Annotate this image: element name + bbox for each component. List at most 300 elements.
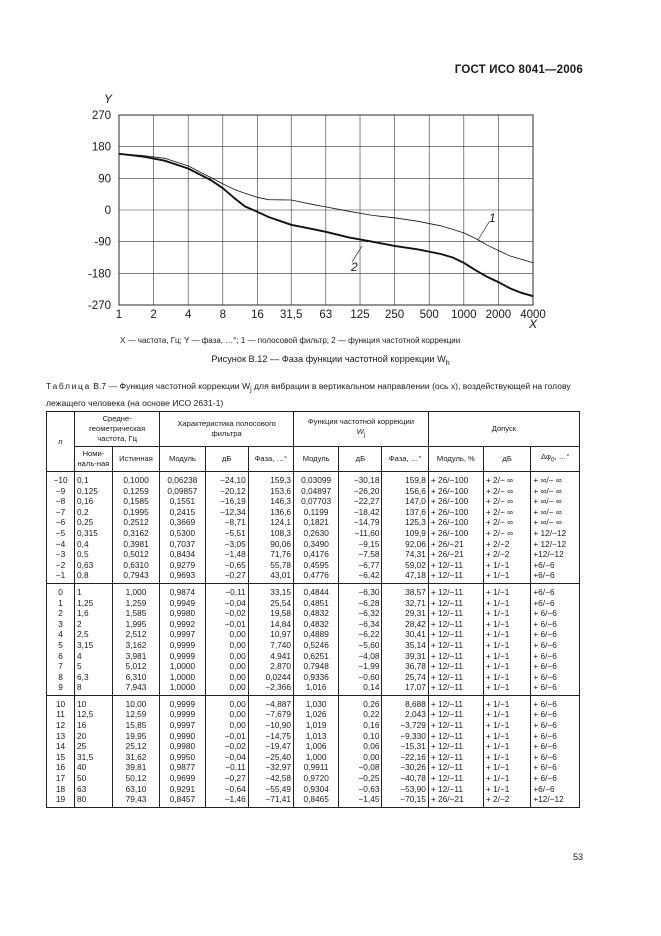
cell-weight-phase: 17,07	[382, 682, 428, 695]
cell-weight-modulus: 0,4832	[294, 608, 339, 619]
x-tick-label: 250	[385, 309, 405, 321]
cell-n: −2	[47, 560, 75, 571]
cell-nominal: 0,8	[75, 570, 113, 583]
cell-band-phase: 0,0244	[248, 672, 293, 683]
cell-tol-phase: + 6/−6	[531, 709, 580, 720]
cell-band-modulus: 0,9999	[160, 640, 205, 651]
cell-n: 5	[47, 640, 75, 651]
cell-n: −6	[47, 517, 75, 528]
cell-weight-phase: 38,57	[382, 583, 428, 597]
cell-band-phase: 10,97	[248, 629, 293, 640]
cell-tol-db: + 2/− ∞	[483, 472, 530, 486]
table-row	[47, 507, 580, 518]
cell-n: −4	[47, 539, 75, 550]
cell-n: 13	[47, 731, 75, 742]
cell-weight-db: −5,60	[339, 640, 382, 651]
cell-n: −1	[47, 570, 75, 583]
cell-weight-modulus: 0,3490	[294, 539, 339, 550]
x-tick-labels	[116, 309, 546, 321]
cell-band-modulus: 0,8457	[160, 794, 205, 807]
cell-weight-phase: 156,6	[382, 486, 428, 497]
cell-tol-phase: + 6/−6	[531, 731, 580, 742]
cell-tol-phase: + 6/−6	[531, 672, 580, 683]
header-weight-phase: Фаза, …°	[382, 447, 428, 472]
cell-weight-modulus: 1,016	[294, 682, 339, 695]
cell-weight-db: −26,20	[339, 486, 382, 497]
cell-weight-modulus: 1,000	[294, 752, 339, 763]
cell-tol-phase: + ∞/− ∞	[531, 517, 580, 528]
cell-nominal: 8	[75, 682, 113, 695]
cell-weight-db: −6,28	[339, 598, 382, 609]
cell-n: −7	[47, 507, 75, 518]
cell-true: 0,7943	[112, 570, 159, 583]
figure-caption-text: Рисунок В.12 — Фаза функции частотной коррекции W	[211, 354, 446, 364]
cell-weight-db: −9,15	[339, 539, 382, 550]
cell-weight-phase: 159,8	[382, 472, 428, 486]
cell-band-db: −0,27	[205, 773, 248, 784]
y-tick-label: 0	[104, 205, 111, 217]
cell-weight-modulus: 0,2630	[294, 528, 339, 539]
cell-band-modulus: 0,9980	[160, 741, 205, 752]
cell-weight-db: −6,30	[339, 583, 382, 597]
cell-band-phase: −25,40	[248, 752, 293, 763]
cell-weight-phase: 8,688	[382, 695, 428, 709]
table-title-tail: для вибрации в вертикальном направлении (ось x), воздействующей на голову лежащего человека (на основе ИСО 2631-1)	[46, 381, 571, 408]
cell-weight-db: −6,32	[339, 608, 382, 619]
cell-band-db: −8,71	[205, 517, 248, 528]
cell-band-modulus: 0,9980	[160, 608, 205, 619]
cell-band-modulus: 0,9950	[160, 752, 205, 763]
cell-tol-db: + 1/−1	[483, 695, 530, 709]
cell-tol-modulus: + 26/−100	[428, 472, 483, 486]
cell-nominal: 0,1	[75, 472, 113, 486]
cell-tol-db: + 1/−1	[483, 661, 530, 672]
cell-weight-phase: 74,31	[382, 549, 428, 560]
cell-band-modulus: 0,9291	[160, 784, 205, 795]
cell-weight-phase: −15,31	[382, 741, 428, 752]
cell-band-db: 0,00	[205, 695, 248, 709]
cell-band-db: 0,00	[205, 629, 248, 640]
cell-tol-db: + 1/−1	[483, 619, 530, 630]
cell-weight-db: −0,63	[339, 784, 382, 795]
cell-weight-modulus: 0,9336	[294, 672, 339, 683]
cell-weight-db: 0,10	[339, 731, 382, 742]
cell-n: −8	[47, 496, 75, 507]
header-weight-db: дБ	[339, 447, 382, 472]
table-row	[47, 651, 580, 662]
cell-n: 15	[47, 752, 75, 763]
table-title	[46, 380, 586, 410]
cell-true: 3,162	[112, 640, 159, 651]
cell-weight-db: 0,16	[339, 720, 382, 731]
cell-band-phase: 33,15	[248, 583, 293, 597]
cell-nominal: 0,25	[75, 517, 113, 528]
cell-true: 63,10	[112, 784, 159, 795]
cell-tol-db: + 1/−1	[483, 720, 530, 731]
cell-true: 39,81	[112, 762, 159, 773]
cell-weight-modulus: 0,5246	[294, 640, 339, 651]
cell-weight-modulus: 0,9304	[294, 784, 339, 795]
cell-weight-phase: 29,31	[382, 608, 428, 619]
cell-weight-phase: −70,15	[382, 794, 428, 807]
x-tick-label: 4	[184, 309, 192, 321]
cell-band-db: −0,01	[205, 619, 248, 630]
cell-band-phase: 108,3	[248, 528, 293, 539]
cell-band-db: 0,00	[205, 682, 248, 695]
cell-tol-modulus: + 12/−11	[428, 682, 483, 695]
x-tick-label: 500	[419, 309, 439, 321]
cell-tol-db: + 1/−1	[483, 560, 530, 571]
cell-weight-phase: 137,6	[382, 507, 428, 518]
cell-weight-db: −0,08	[339, 762, 382, 773]
cell-band-db: −0,02	[205, 741, 248, 752]
cell-nominal: 31,5	[75, 752, 113, 763]
cell-tol-modulus: + 26/−100	[428, 507, 483, 518]
cell-tol-modulus: + 12/−11	[428, 608, 483, 619]
cell-tol-modulus: + 12/−11	[428, 741, 483, 752]
cell-weight-phase: 2,043	[382, 709, 428, 720]
cell-true: 15,85	[112, 720, 159, 731]
x-tick-label: 2	[150, 309, 157, 321]
cell-tol-db: + 1/−1	[483, 608, 530, 619]
header-weight-modulus: Модуль	[294, 447, 339, 472]
cell-tol-phase: +6/−6	[531, 560, 580, 571]
cell-weight-modulus: 0,4176	[294, 549, 339, 560]
cell-true: 50,12	[112, 773, 159, 784]
cell-n: 16	[47, 762, 75, 773]
cell-tol-modulus: + 12/−11	[428, 598, 483, 609]
cell-band-modulus: 1,0000	[160, 672, 205, 683]
cell-true: 0,2512	[112, 517, 159, 528]
cell-band-modulus: 0,9997	[160, 720, 205, 731]
cell-true: 0,1259	[112, 486, 159, 497]
cell-band-db: −5,51	[205, 528, 248, 539]
cell-tol-modulus: + 26/−21	[428, 549, 483, 560]
cell-n: −5	[47, 528, 75, 539]
cell-true: 1,000	[112, 583, 159, 597]
header-band-modulus: Модуль	[160, 447, 205, 472]
header-weighting: Функция частотной коррекции $W_j$	[294, 412, 429, 447]
table-group-3	[47, 695, 580, 807]
cell-band-phase: 124,1	[248, 517, 293, 528]
cell-band-phase: 146,3	[248, 496, 293, 507]
figure-caption-sub: h	[445, 359, 450, 367]
cell-band-modulus: 0,9992	[160, 619, 205, 630]
y-axis-label: Y	[103, 92, 113, 106]
cell-band-modulus: 0,9997	[160, 629, 205, 640]
cell-tol-phase: + 6/−6	[531, 682, 580, 695]
cell-tol-phase: +6/−6	[531, 570, 580, 583]
cell-band-db: −1,46	[205, 794, 248, 807]
cell-band-phase: 25,54	[248, 598, 293, 609]
cell-tol-db: + 2/−2	[483, 794, 530, 807]
header-band-db: дБ	[205, 447, 248, 472]
table-row	[47, 762, 580, 773]
table-group-2	[47, 583, 580, 695]
cell-band-phase: −19,47	[248, 741, 293, 752]
header-band-filter: Характеристика полосового фильтра	[160, 412, 294, 447]
cell-tol-db: + 2/− ∞	[483, 496, 530, 507]
cell-tol-phase: + 6/−6	[531, 762, 580, 773]
cell-band-phase: −10,90	[248, 720, 293, 731]
cell-weight-modulus: 1,019	[294, 720, 339, 731]
cell-tol-phase: + 6/−6	[531, 608, 580, 619]
header-true: Истинная	[112, 447, 159, 472]
cell-band-db: 0,00	[205, 720, 248, 731]
cell-weight-db: −6,77	[339, 560, 382, 571]
cell-nominal: 4	[75, 651, 113, 662]
cell-tol-phase: + 6/−6	[531, 640, 580, 651]
cell-band-modulus: 0,9999	[160, 709, 205, 720]
cell-tol-db: + 1/−1	[483, 629, 530, 640]
y-tick-label: -180	[87, 268, 111, 281]
cell-band-modulus: 0,1551	[160, 496, 205, 507]
cell-n: 1	[47, 598, 75, 609]
cell-nominal: 63	[75, 784, 113, 795]
table-row	[47, 598, 580, 609]
x-tick-label: 4000	[520, 309, 546, 321]
cell-weight-modulus: 0,4832	[294, 619, 339, 630]
table-row	[47, 682, 580, 695]
cell-weight-modulus: 0,03099	[294, 472, 339, 486]
cell-weight-db: −30,18	[339, 472, 382, 486]
table-row	[47, 629, 580, 640]
cell-true: 3,981	[112, 651, 159, 662]
y-tick-label: 270	[91, 110, 111, 122]
cell-tol-db: + 2/−2	[483, 549, 530, 560]
table-row	[47, 672, 580, 683]
phase-chart	[0, 0, 661, 336]
cell-tol-phase: + ∞/− ∞	[531, 496, 580, 507]
cell-true: 19,95	[112, 731, 159, 742]
cell-tol-db: + 1/−1	[483, 731, 530, 742]
cell-nominal: 25	[75, 741, 113, 752]
cell-true: 1,995	[112, 619, 159, 630]
cell-tol-phase: + ∞/− ∞	[531, 486, 580, 497]
table-row	[47, 640, 580, 651]
cell-band-phase: 55,78	[248, 560, 293, 571]
curve-label-1: 1	[489, 211, 496, 225]
table-title-main: В.7 — Функция частотной коррекции W	[90, 381, 251, 391]
x-tick-label: 1000	[451, 309, 477, 321]
header-tolerance: Допуск	[428, 412, 579, 447]
cell-tol-phase: + 6/−6	[531, 661, 580, 672]
cell-true: 0,1585	[112, 496, 159, 507]
table-row	[47, 773, 580, 784]
cell-tol-db: + 1/−1	[483, 672, 530, 683]
cell-n: −3	[47, 549, 75, 560]
cell-true: 31,62	[112, 752, 159, 763]
cell-band-db: −16,19	[205, 496, 248, 507]
figure-caption	[0, 354, 661, 367]
cell-true: 1,585	[112, 608, 159, 619]
cell-true: 10,00	[112, 695, 159, 709]
cell-band-db: −1,48	[205, 549, 248, 560]
cell-band-db: 0,00	[205, 709, 248, 720]
cell-band-db: −0,27	[205, 570, 248, 583]
cell-band-phase: −42,58	[248, 773, 293, 784]
table-row	[47, 549, 580, 560]
cell-tol-phase: +6/−6	[531, 784, 580, 795]
cell-tol-modulus: + 26/−21	[428, 794, 483, 807]
cell-tol-phase: + 6/−6	[531, 752, 580, 763]
cell-nominal: 80	[75, 794, 113, 807]
cell-weight-modulus: 0,8465	[294, 794, 339, 807]
cell-band-db: 0,00	[205, 651, 248, 662]
cell-nominal: 50	[75, 773, 113, 784]
cell-weight-db: 0,06	[339, 741, 382, 752]
cell-weight-phase: 36,78	[382, 661, 428, 672]
cell-band-phase: 14,84	[248, 619, 293, 630]
cell-weight-modulus: 0,1821	[294, 517, 339, 528]
x-tick-label: 125	[350, 309, 370, 321]
cell-tol-modulus: + 12/−11	[428, 731, 483, 742]
x-tick-label: 1	[115, 309, 123, 321]
x-tick-label: 16	[250, 309, 264, 321]
cell-band-modulus: 0,7037	[160, 539, 205, 550]
cell-nominal: 5	[75, 661, 113, 672]
cell-tol-db: + 1/−1	[483, 709, 530, 720]
x-axis-label: X	[528, 317, 538, 331]
table-row	[47, 539, 580, 550]
table-row	[47, 486, 580, 497]
cell-weight-phase: 59,02	[382, 560, 428, 571]
table-row	[47, 661, 580, 672]
cell-weight-db: 0,26	[339, 695, 382, 709]
cell-true: 25,12	[112, 741, 159, 752]
cell-weight-db: 0,14	[339, 682, 382, 695]
cell-tol-modulus: + 12/−11	[428, 752, 483, 763]
cell-tol-db: + 1/−1	[483, 651, 530, 662]
cell-nominal: 6,3	[75, 672, 113, 683]
cell-n: 17	[47, 773, 75, 784]
cell-weight-modulus: 0,4595	[294, 560, 339, 571]
cell-tol-modulus: + 12/−11	[428, 762, 483, 773]
cell-tol-phase: + 6/−6	[531, 695, 580, 709]
header-tol-phase: $\Delta\varphi_0$, …°	[531, 447, 580, 472]
cell-weight-phase: −40,78	[382, 773, 428, 784]
header-mid-freq: Средне-геометрическая частота, Гц	[75, 412, 160, 447]
cell-weight-phase: 28,42	[382, 619, 428, 630]
cell-tol-modulus: + 12/−11	[428, 672, 483, 683]
cell-weight-modulus: 1,026	[294, 709, 339, 720]
cell-band-modulus: 0,06238	[160, 472, 205, 486]
cell-n: 4	[47, 629, 75, 640]
cell-weight-modulus: 0,4889	[294, 629, 339, 640]
cell-n: −10	[47, 472, 75, 486]
cell-true: 0,5012	[112, 549, 159, 560]
cell-true: 12,59	[112, 709, 159, 720]
header-band-phase: Фаза, …°	[248, 447, 293, 472]
cell-tol-phase: + 6/−6	[531, 651, 580, 662]
cell-band-modulus: 1,0000	[160, 682, 205, 695]
cell-band-modulus: 1,0000	[160, 661, 205, 672]
cell-band-phase: 2,870	[248, 661, 293, 672]
cell-tol-modulus: + 12/−11	[428, 583, 483, 597]
standard-header: ГОСТ ИСО 8041—2006	[454, 64, 583, 76]
cell-nominal: 2	[75, 619, 113, 630]
cell-tol-db: + 2/− ∞	[483, 517, 530, 528]
cell-weight-db: 0,22	[339, 709, 382, 720]
cell-n: 8	[47, 672, 75, 683]
cell-nominal: 10	[75, 695, 113, 709]
cell-tol-db: + 2/−2	[483, 539, 530, 550]
x-tick-label: 8	[219, 309, 226, 321]
cell-band-modulus: 0,9877	[160, 762, 205, 773]
cell-band-phase: −7,679	[248, 709, 293, 720]
cell-tol-phase: + ∞/− ∞	[531, 472, 580, 486]
cell-band-modulus: 0,9949	[160, 598, 205, 609]
header-n: n	[47, 412, 75, 472]
cell-nominal: 0,16	[75, 496, 113, 507]
cell-true: 0,6310	[112, 560, 159, 571]
cell-band-db: −0,02	[205, 608, 248, 619]
cell-band-phase: −4,887	[248, 695, 293, 709]
cell-weight-modulus: 0,07703	[294, 496, 339, 507]
y-tick-label: -270	[87, 300, 111, 312]
cell-weight-phase: −9,330	[382, 731, 428, 742]
cell-band-db: 0,00	[205, 661, 248, 672]
cell-tol-phase: + 6/−6	[531, 720, 580, 731]
cell-tol-phase: + 6/−6	[531, 741, 580, 752]
cell-band-modulus: 0,9279	[160, 560, 205, 571]
cell-weight-db: −11,60	[339, 528, 382, 539]
cell-weight-db: −22,27	[339, 496, 382, 507]
x-tick-label: 63	[319, 309, 333, 321]
cell-tol-db: + 1/−1	[483, 762, 530, 773]
cell-n: 19	[47, 794, 75, 807]
cell-band-phase: −71,41	[248, 794, 293, 807]
cell-tol-modulus: + 12/−11	[428, 570, 483, 583]
cell-band-phase: 136,6	[248, 507, 293, 518]
cell-tol-modulus: + 26/−100	[428, 496, 483, 507]
cell-n: 18	[47, 784, 75, 795]
cell-band-modulus: 0,2415	[160, 507, 205, 518]
table-row	[47, 528, 580, 539]
cell-weight-modulus: 0,04897	[294, 486, 339, 497]
cell-nominal: 0,315	[75, 528, 113, 539]
table-row	[47, 517, 580, 528]
cell-weight-db: −1,45	[339, 794, 382, 807]
y-tick-label: -90	[94, 236, 111, 249]
y-tick-labels	[88, 110, 111, 312]
table-row	[47, 709, 580, 720]
cell-tol-db: + 2/− ∞	[483, 528, 530, 539]
cell-band-db: 0,00	[205, 672, 248, 683]
cell-weight-db: −6,42	[339, 570, 382, 583]
cell-n: 14	[47, 741, 75, 752]
table-group-1	[47, 472, 580, 584]
x-tick-label: 31,5	[280, 309, 303, 321]
cell-nominal: 0,2	[75, 507, 113, 518]
cell-tol-modulus: + 12/−11	[428, 720, 483, 731]
cell-nominal: 20	[75, 731, 113, 742]
table-row	[47, 741, 580, 752]
cell-tol-phase: + 6/−6	[531, 629, 580, 640]
cell-nominal: 12,5	[75, 709, 113, 720]
cell-band-db: −0,64	[205, 784, 248, 795]
cell-tol-db: + 2/− ∞	[483, 486, 530, 497]
header-nominal: Номи-наль-ная	[75, 447, 113, 472]
cell-band-phase: −2,366	[248, 682, 293, 695]
cell-tol-phase: + 6/−6	[531, 773, 580, 784]
cell-band-db: −0,01	[205, 731, 248, 742]
cell-true: 1,259	[112, 598, 159, 609]
cell-tol-db: + 1/−1	[483, 570, 530, 583]
cell-weight-db: −0,60	[339, 672, 382, 683]
table-row	[47, 752, 580, 763]
cell-true: 0,3162	[112, 528, 159, 539]
